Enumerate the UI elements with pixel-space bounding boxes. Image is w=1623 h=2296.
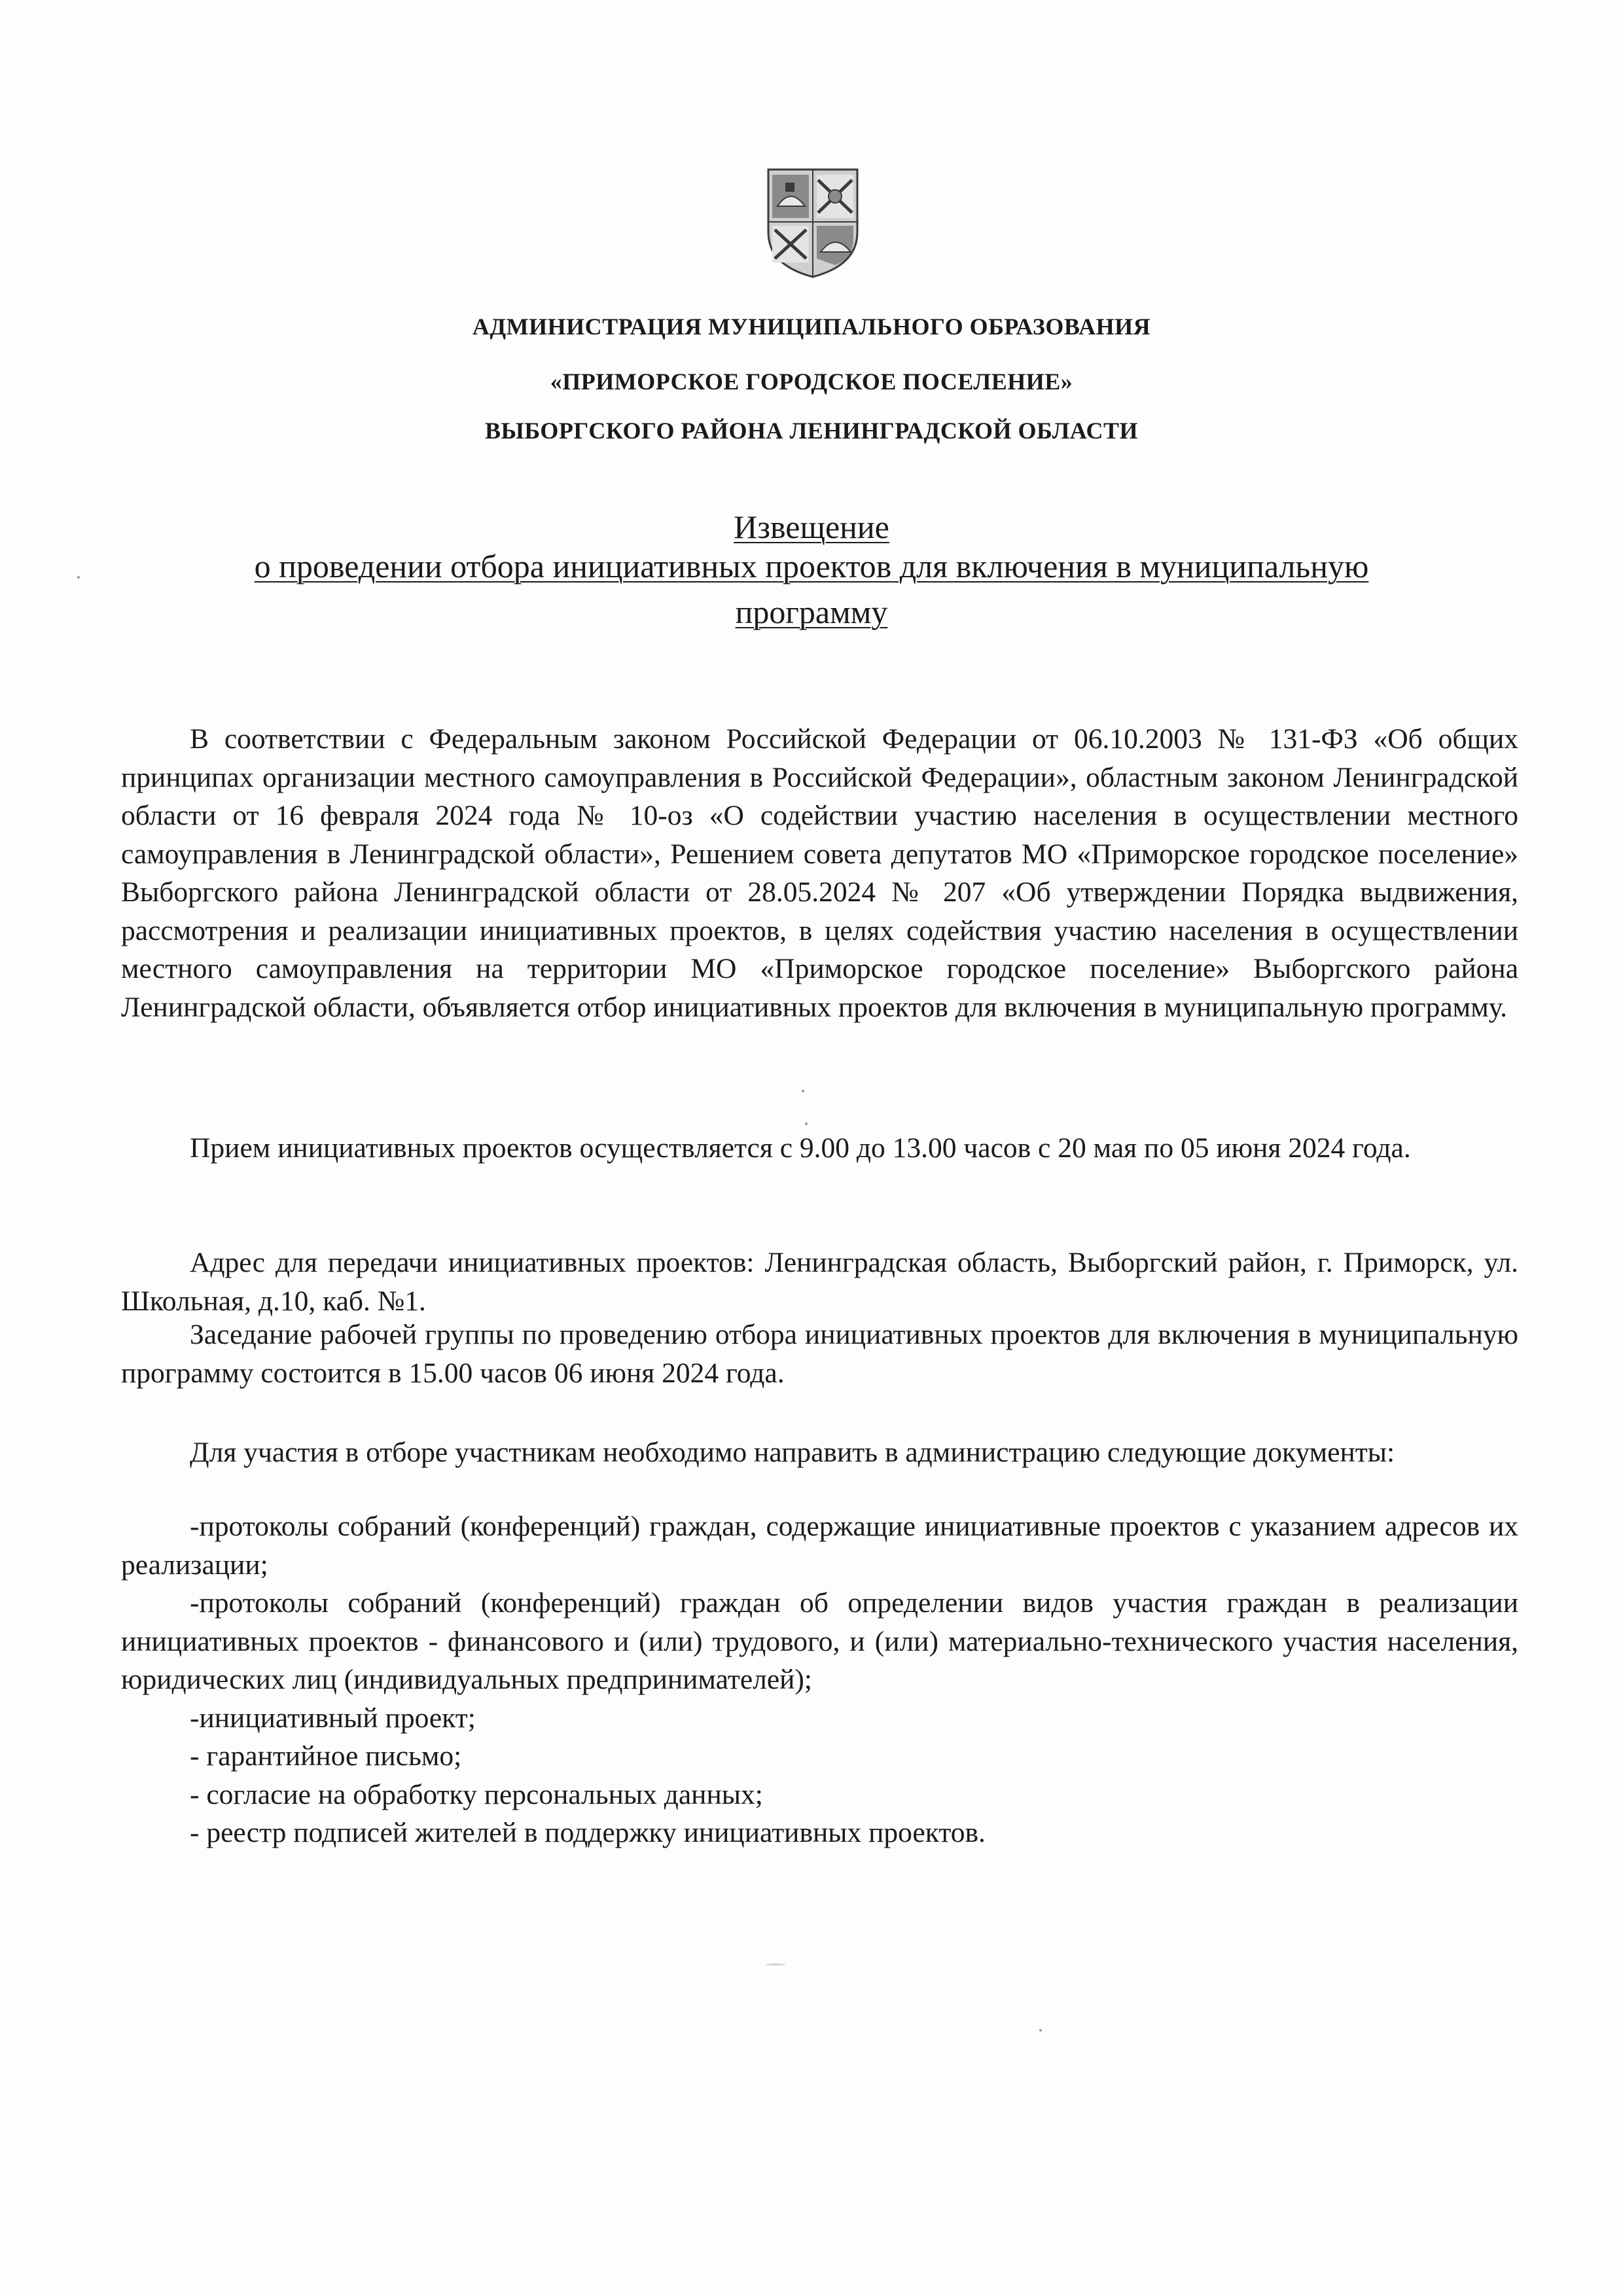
paragraph-legal-basis: В соответствии с Федеральным законом Российской Федерации от 06.10.2003 № 131-ФЗ «Об общих принципах организации местного самоуправления в Российской Федерации», областным законом Ленинградской области от 16 февраля 2024 года № 10-оз «О содействии участию населения в осуществлении местного самоуправления в Ленинградской области», Решением совета депутатов МО «Приморское городское поселение» Выборгского района Ленинградской области от 28.05.2024 № 207 «Об утверждении Порядка выдвижения, рассмотрения и реализации инициативных проектов, в целях содействия участию населения в осуществлении местного самоуправления на территории МО «Приморское городское поселение» Выборгского района Ленинградской области, объявляется отбор инициативных проектов для включения в муниципальную программу. <box>121 723 1518 1023</box>
title-line-3: программу <box>735 594 888 630</box>
documents-list <box>121 1507 1518 1852</box>
list-item: - реестр подписей жителей в поддержку инициативных проектов. <box>190 1817 986 1848</box>
coat-of-arms-icon <box>766 167 860 279</box>
speck <box>766 1964 785 1965</box>
list-item: -инициативный проект; <box>190 1702 476 1734</box>
notice-subtitle-line-2 <box>131 592 1492 632</box>
paragraph-documents-intro: Для участия в отборе участникам необходимо направить в администрацию следующие документы: <box>190 1437 1395 1468</box>
paragraph-meeting: Заседание рабочей группы по проведению отбора инициативных проектов для включения в муниципальную программу состоится в 15.00 часов 06 июня 2024 года. <box>121 1319 1518 1389</box>
speck <box>805 1122 808 1125</box>
list-item: - согласие на обработку персональных данных; <box>190 1778 763 1810</box>
paragraph-address: Адрес для передачи инициативных проектов: Ленинградская область, Выборгский район, г. Приморск, ул. Школьная, д.10, каб. №1. <box>121 1247 1518 1317</box>
title-line-1: Извещение <box>734 509 889 545</box>
notice-subtitle-line-1 <box>131 547 1492 586</box>
header-line-3: ВЫБОРГСКОГО РАЙОНА ЛЕНИНГРАДСКОЙ ОБЛАСТИ <box>485 418 1138 444</box>
list-item: -протоколы собраний (конференций) граждан, содержащие инициативные проектов с указанием адресов их реализации; <box>121 1511 1518 1581</box>
speck <box>77 576 80 579</box>
speck <box>802 1090 804 1092</box>
paragraph-reception-time: Прием инициативных проектов осуществляется с 9.00 до 13.00 часов с 20 мая по 05 июня 2024 года. <box>190 1132 1411 1164</box>
notice-title <box>131 507 1492 547</box>
header-line-1: АДМИНИСТРАЦИЯ МУНИЦИПАЛЬНОГО ОБРАЗОВАНИЯ <box>472 314 1151 340</box>
list-item: -протоколы собраний (конференций) граждан об определении видов участия граждан в реализации инициативных проектов - финансового и (или) трудового, и (или) материально-технического участия населения, юридических лиц (индивидуальных предпринимателей); <box>121 1587 1518 1695</box>
list-item: - гарантийное письмо; <box>190 1740 462 1772</box>
header-line-2: «ПРИМОРСКОЕ ГОРОДСКОЕ ПОСЕЛЕНИЕ» <box>550 368 1073 395</box>
speck <box>1039 2029 1042 2032</box>
title-line-2: о проведении отбора инициативных проектов для включения в муниципальную <box>254 548 1369 584</box>
